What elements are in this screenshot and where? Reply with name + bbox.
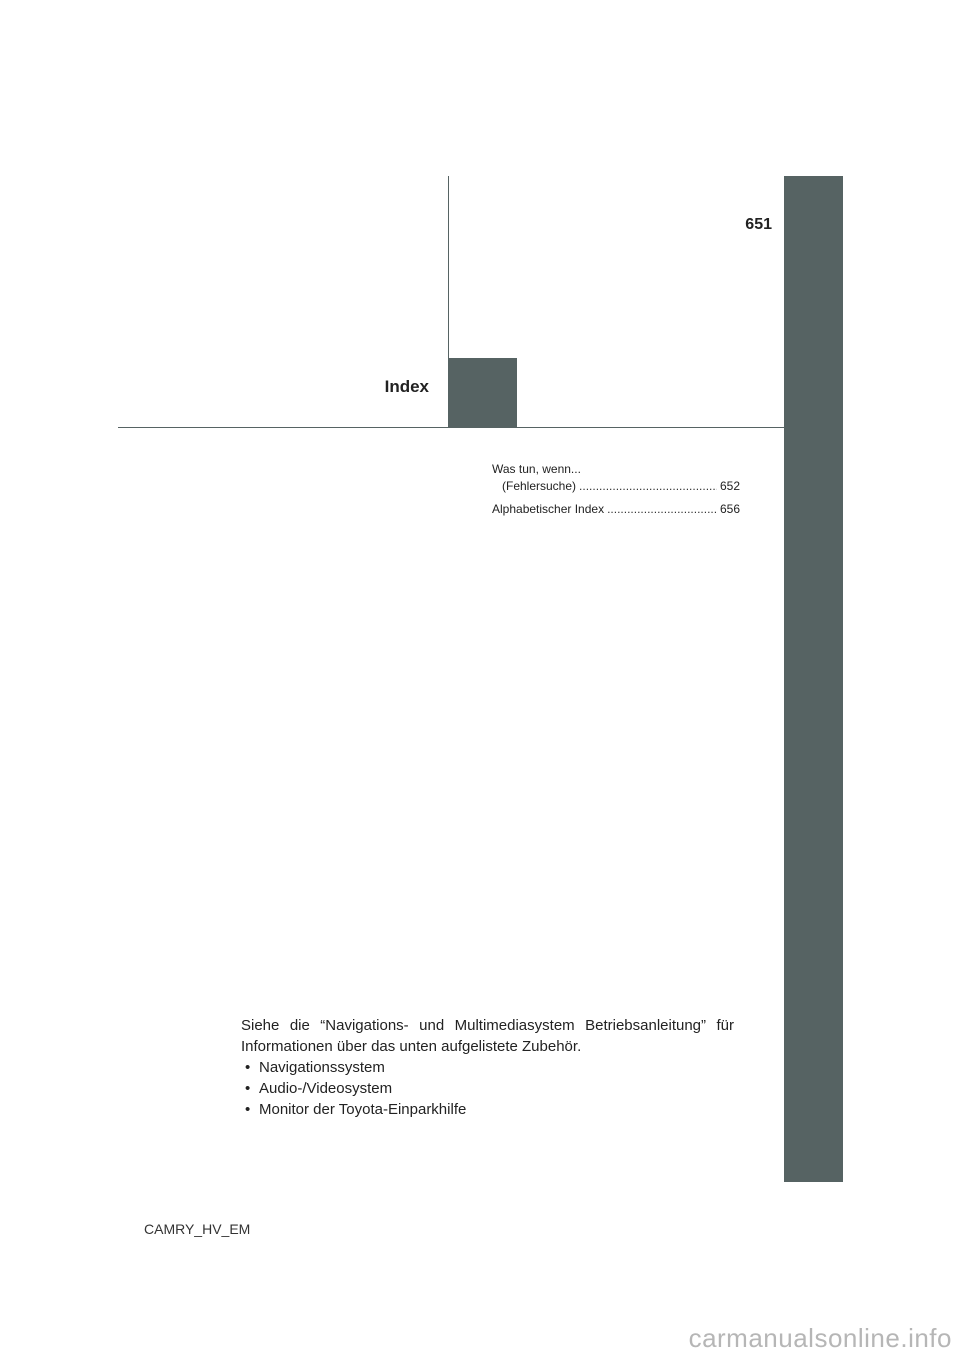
toc-entry-label: Was tun, wenn... bbox=[492, 462, 581, 476]
bullet-icon: • bbox=[245, 1101, 251, 1118]
toc-entry-title bbox=[492, 501, 740, 518]
bullet-icon: • bbox=[245, 1059, 251, 1076]
watermark: carmanualsonline.info bbox=[688, 1323, 952, 1353]
toc-page-number: 656 bbox=[719, 502, 740, 516]
list-item-label: Audio-/Videosystem bbox=[259, 1080, 393, 1097]
list-item bbox=[245, 1099, 734, 1120]
chapter-side-tab bbox=[784, 176, 843, 1182]
header-horizontal-rule bbox=[118, 427, 784, 428]
list-item-label: Navigationssystem bbox=[259, 1059, 385, 1076]
list-item-label: Monitor der Toyota-Einparkhilfe bbox=[259, 1101, 467, 1118]
table-of-contents bbox=[492, 461, 740, 524]
toc-entry-label: (Fehlersuche) bbox=[502, 479, 577, 493]
toc-entry-troubleshooting[interactable] bbox=[492, 461, 740, 495]
toc-entry-title bbox=[492, 461, 740, 478]
toc-entry-label: Alphabetischer Index bbox=[492, 502, 605, 516]
page-number: 651 bbox=[745, 216, 772, 233]
toc-dot-leader bbox=[579, 478, 717, 495]
list-item bbox=[245, 1078, 734, 1099]
toc-entry-title-continued bbox=[492, 478, 740, 495]
accessory-note bbox=[241, 1015, 734, 1120]
toc-page-number: 652 bbox=[719, 479, 740, 493]
section-title: Index bbox=[384, 377, 429, 396]
note-text: Siehe die “Navigations- und Multimediasystem Betriebsanleitung” für Informationen über das unten aufgelistete Zubehör. bbox=[241, 1017, 734, 1055]
list-item bbox=[245, 1057, 734, 1078]
bullet-icon: • bbox=[245, 1080, 251, 1097]
section-title-block bbox=[449, 358, 517, 427]
document-code: CAMRY_HV_EM bbox=[144, 1221, 251, 1237]
toc-entry-alphabetical-index[interactable] bbox=[492, 501, 740, 518]
toc-dot-leader bbox=[607, 501, 717, 518]
accessory-list bbox=[241, 1057, 734, 1120]
